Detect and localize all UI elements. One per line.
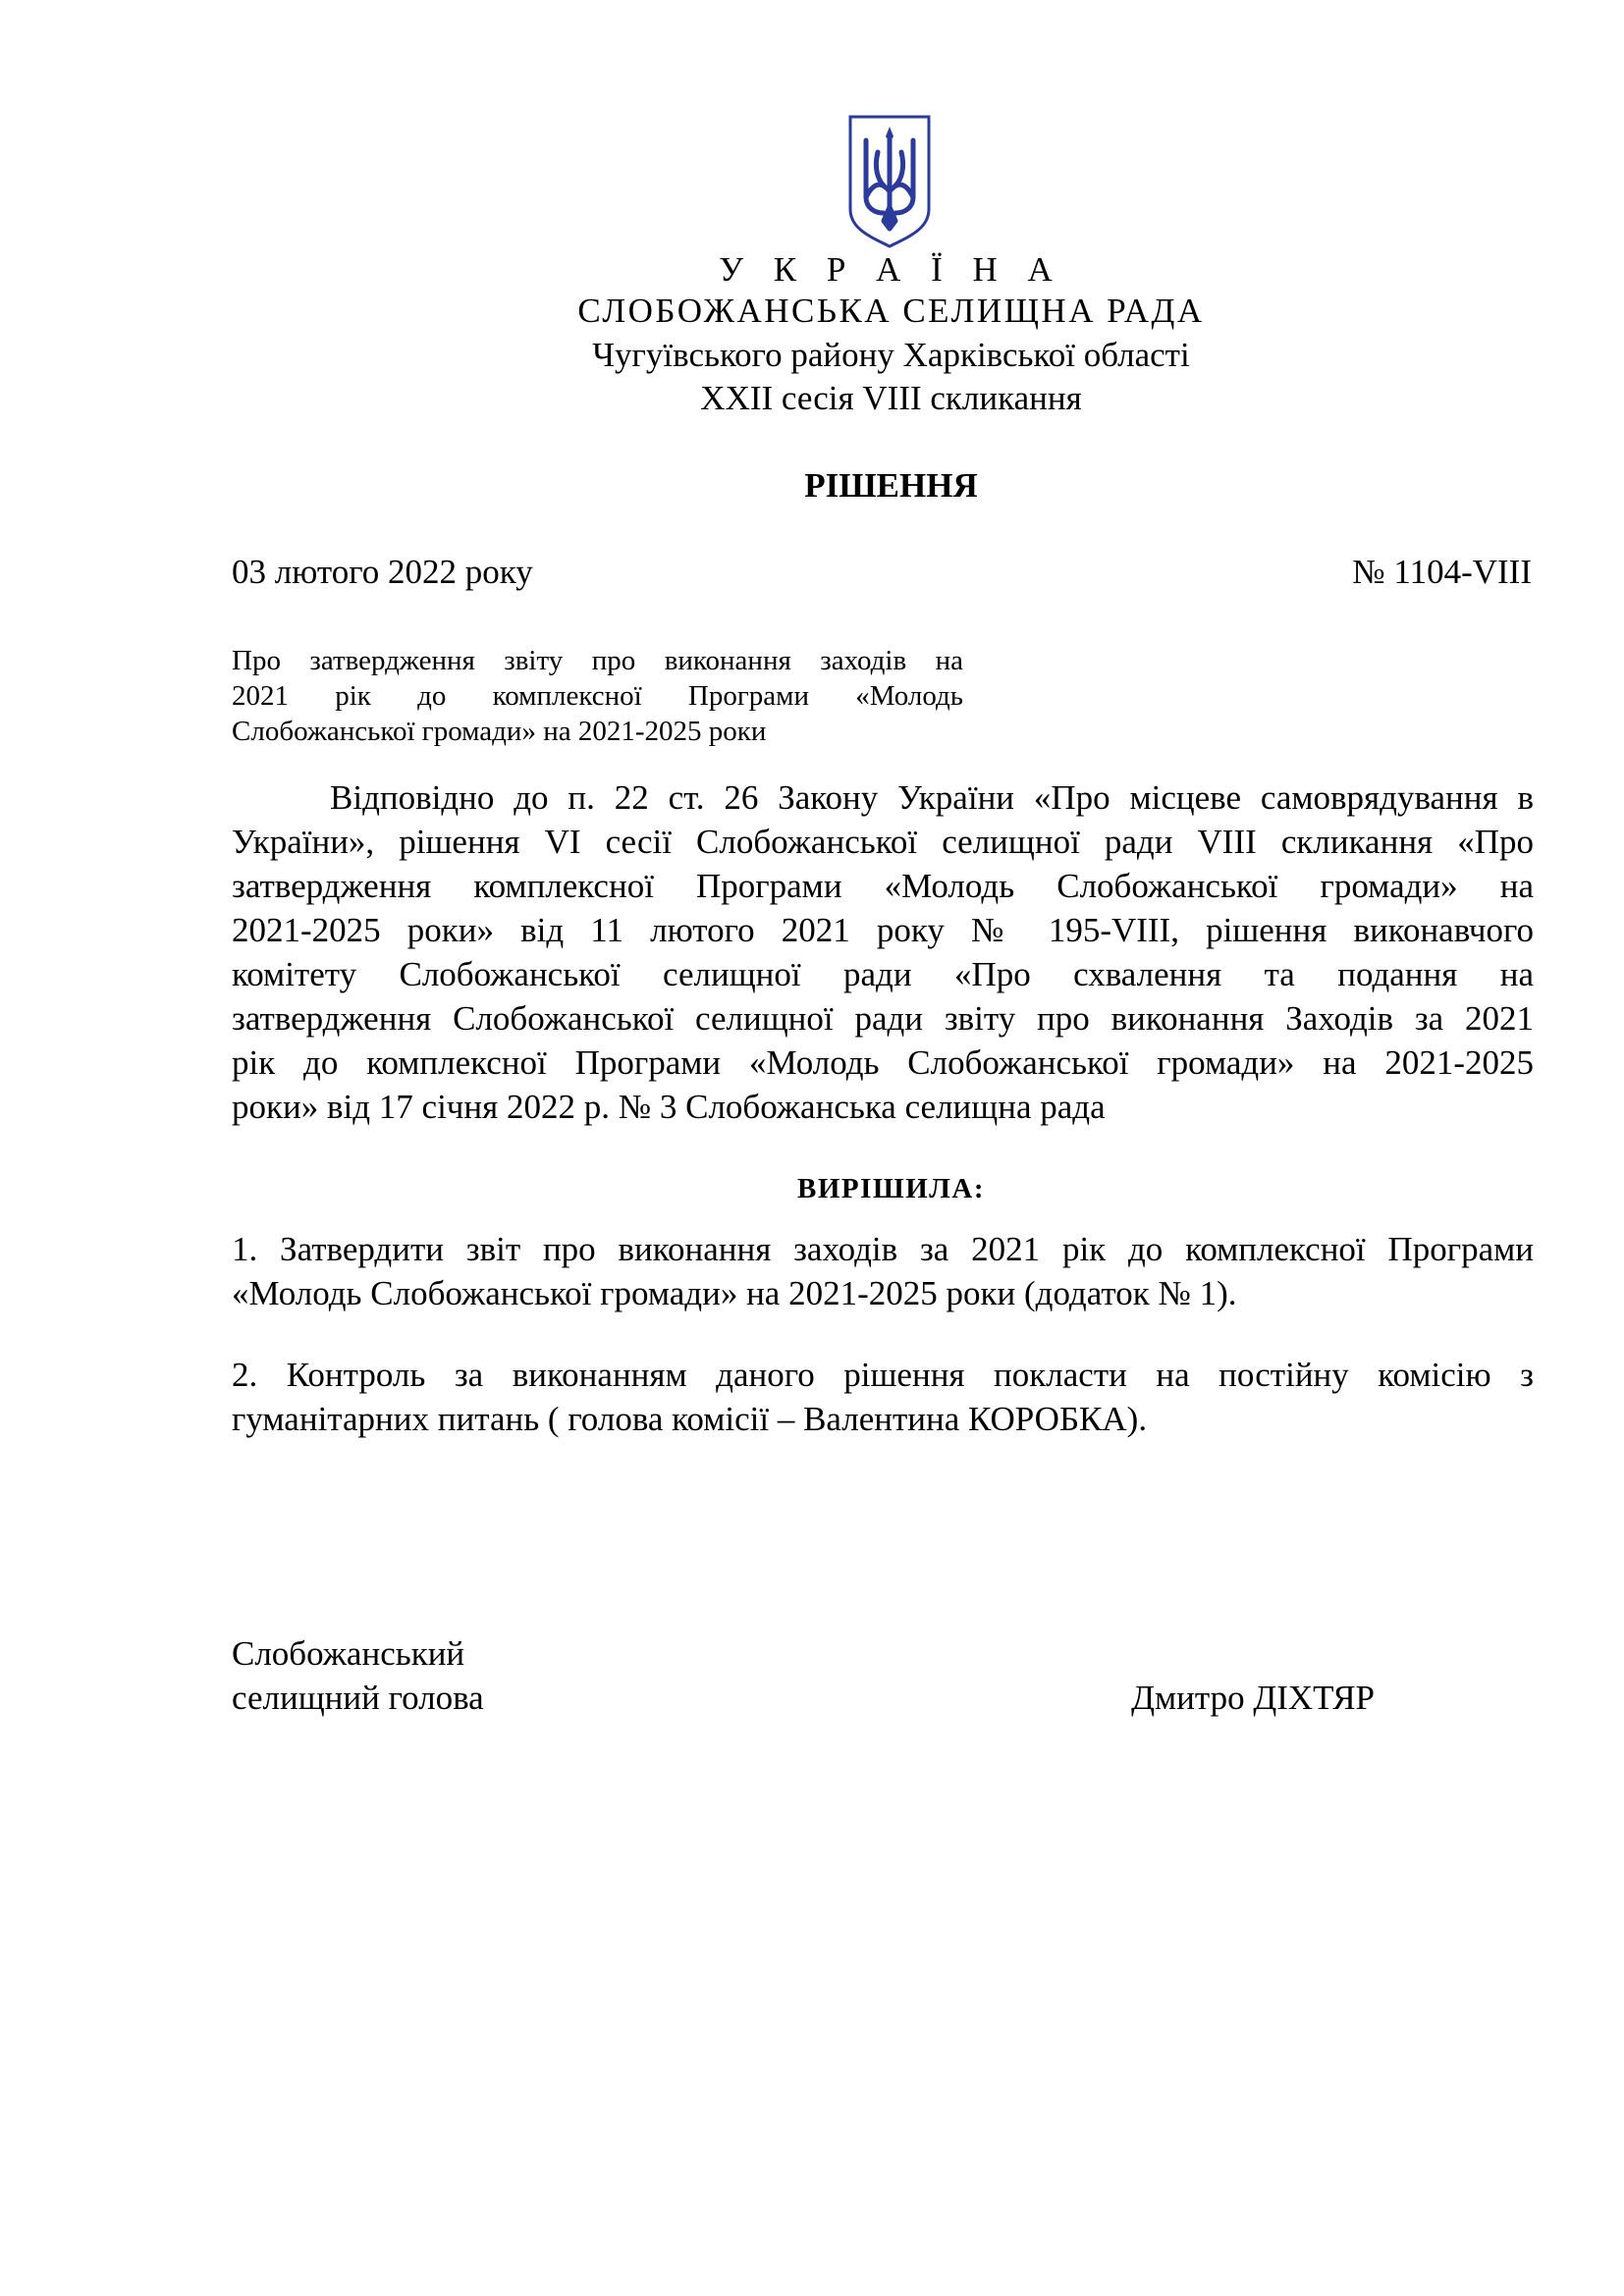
council-name: СЛОБОЖАНСЬКА СЕЛИЩНА РАДА	[577, 292, 1205, 330]
decision-date: 03 лютого 2022 року	[232, 553, 533, 591]
preamble-line: рік до комплексної Програми «Молодь Слобожанської громади» на 2021-2025	[232, 1043, 1534, 1082]
decision-subject	[232, 643, 963, 749]
country-name: У К Р А Ї Н А	[719, 250, 1063, 289]
resolution-item-2	[232, 1353, 1534, 1441]
preamble-line: роки» від 17 січня 2022 р. № 3 Слобожанська селищна рада	[232, 1088, 1106, 1126]
position-line: Слобожанський	[232, 1634, 465, 1673]
preamble-paragraph	[232, 775, 1534, 1129]
position-line: селищний голова	[232, 1679, 484, 1717]
preamble-line: комітету Слобожанської селищної ради «Про схвалення та подання на	[232, 955, 1534, 993]
preamble-line: затвердження Слобожанської селищної ради звіту про виконання Заходів за 2021	[232, 999, 1534, 1038]
preamble-line: Відповідно до п. 22 ст. 26 Закону України «Про місцеве самоврядування в	[330, 778, 1534, 817]
subject-line: Слобожанської громади» на 2021-2025 роки	[232, 716, 767, 747]
item-line: «Молодь Слобожанської громади» на 2021-2025 роки (додаток № 1).	[232, 1274, 1237, 1312]
signatory-position	[232, 1631, 484, 1720]
document-title: РІШЕННЯ	[804, 466, 978, 505]
subject-line: Про затвердження звіту про виконання заходів на	[232, 645, 963, 676]
resolution-item-1	[232, 1227, 1534, 1315]
decision-number: № 1104-VIII	[1352, 553, 1532, 591]
session-info: XXII сесія VIII скликання	[700, 379, 1082, 417]
item-line: 2. Контроль за виконанням даного рішення покласти на постійну комісію з	[232, 1356, 1534, 1394]
preamble-line: України», рішення VI сесії Слобожанської селищної ради VIII скликання «Про	[232, 823, 1534, 861]
item-line: гуманітарних питань ( голова комісії – Валентина КОРОБКА).	[232, 1400, 1148, 1438]
district-name: Чугуївського району Харківської області	[592, 336, 1190, 374]
resolved-heading: ВИРІШИЛА:	[796, 1173, 985, 1204]
item-line: 1. Затвердити звіт про виконання заходів за 2021 рік до комплексної Програми	[232, 1230, 1534, 1268]
coat-of-arms-icon	[844, 113, 935, 250]
signatory-name: Дмитро ДІХТЯР	[1131, 1679, 1375, 1717]
preamble-line: 2021-2025 роки» від 11 лютого 2021 року № 195-VIII, рішення виконавчого	[232, 911, 1534, 949]
subject-line: 2021 рік до комплексної Програми «Молодь	[232, 680, 963, 712]
preamble-line: затвердження комплексної Програми «Молодь Слобожанської громади» на	[232, 867, 1534, 905]
